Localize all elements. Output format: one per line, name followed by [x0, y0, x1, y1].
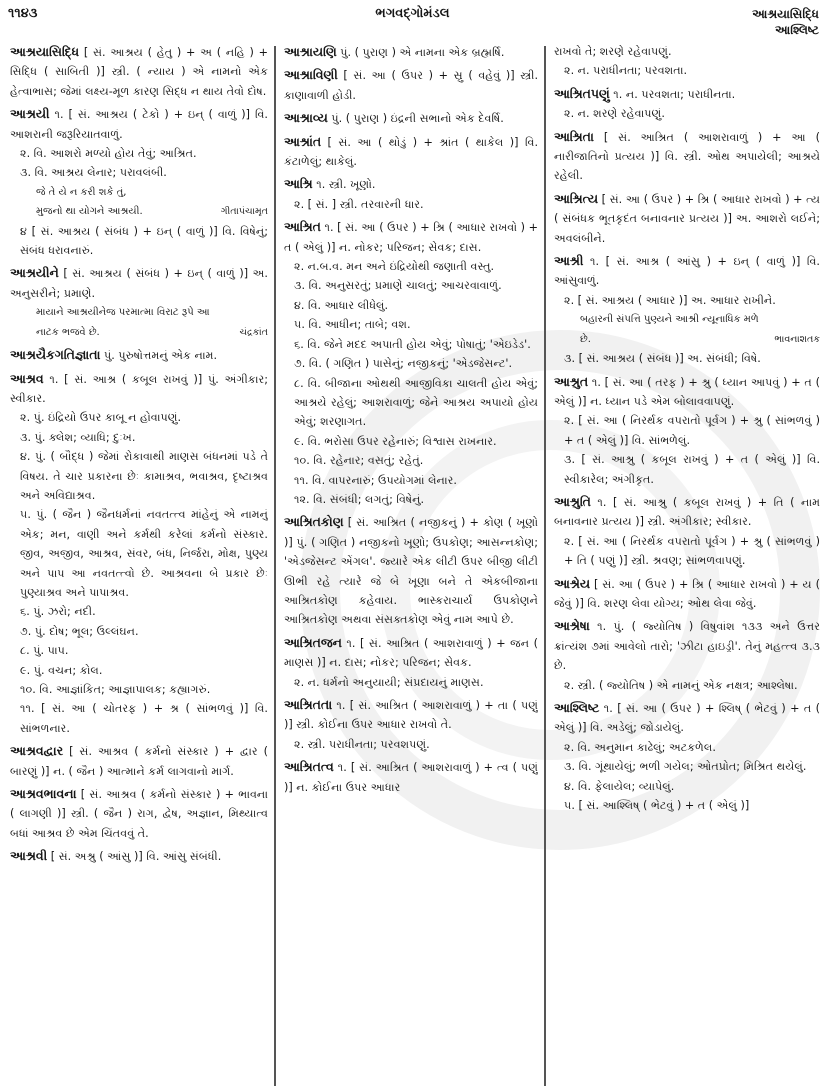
dictionary-entry: [284, 757, 538, 797]
quotation-text: માયાને આશ્રયીનેજ પરમાત્મા વિરાટ રૂપે આ: [36, 307, 210, 319]
dictionary-entry: [284, 695, 538, 754]
dictionary-entry: [10, 345, 268, 365]
definition-text: ૧. [ સં. આશ્ર ( આંસુ ) + ઇન્ ( વાળું )] વિ. આંસુવાળું.: [554, 255, 820, 288]
definition-text: [ સં. અશ્રુ ( આંસુ )] વિ. આંસુ સંબંધી.: [50, 850, 222, 864]
headword: આશ્રયૈકગતિજ્ઞાતા: [10, 347, 101, 363]
sense-text: ૮. પું. પાપ.: [20, 644, 69, 658]
sense-text: ૧૧. વિ. વાપરનારું; ઉપયોગમાં લેનાર.: [294, 473, 457, 487]
definition-text: ૧. [ સં. આ ( તરફ ) + શ્રુ ( ધ્યાન આપવું ) + ત ( એલું )] ન. ધ્યાન પડે એમ બોલાવવાપણું.: [554, 375, 820, 408]
sense-text: ૩. વિ. ગૂંથાયેલું; ભળી ગયેલ; ઓતપ્રોત; મિશ્રિત થયેલું.: [564, 760, 807, 774]
sense-text: ૨. સ્ત્રી. પરાધીનતા; પરવશપણું.: [294, 737, 430, 751]
dictionary-entry: [284, 174, 538, 214]
sense-text: ૯. વિ. ભરોસા ઉપર રહેનારું; વિશ્વાસ રાખનાર.: [294, 434, 497, 448]
definition-text: ૧. ન. પરવશતા; પરાધીનતા.: [613, 87, 736, 101]
definition-text: [ સં. આશ્રય ( સંબંધ ) + ઇન્ ( વાળું )] અ. અનુસરીને; પ્રમાણે.: [10, 267, 268, 300]
dictionary-entry: [554, 574, 820, 614]
headword: આશ્રેષા: [554, 618, 590, 634]
sense-text: ૨. [ સં. આશ્રય ( આધાર )] અ. આધાર રાખીને.: [564, 293, 776, 307]
sense-text: ૨. વિ. અનુમાન કાઢેલું; અટકળેલ.: [564, 740, 716, 754]
sense-text: ૫. પું. ( જૈન ) જૈનધર્મનાં નવતત્ત્વ માંહેનું એ નામનું એક; મન, વાણી અને કર્મથી કરેલાં કર્મનો સંસ્કાર. જીવ, અજીવ, આશ્રવ, સંવર, બંધ, નિર્જરા, મોક્ષ, પુણ્ય અને પાપ આ નવતત્ત્વો છે. આશ્રવના બે પ્રકાર છેઃ પુણ્યાશ્રવ અને પાપાશ્રવ.: [20, 508, 268, 599]
guide-word-last: આશ્લિષ્ટ: [775, 23, 819, 37]
headword: આશ્રુત: [554, 373, 589, 389]
definition-text: ૧. પું. ( જ્યોતિષ ) વિષુવાંશ ૧૩૩ અને ઉત્તર ક્રાંત્યંશ ૭માં આવેલો તારો; 'ઝીટા હાઇડ્રી'. તેનું મહત્ત્વ ૩.૩ છે.: [554, 620, 820, 673]
column-divider: [544, 46, 546, 1086]
definition-text: ૧. [ સં. આશ્રિત ( આશરાવાળું ) + ત્વ ( પણું )] ન. કોઈના ઉપર આધાર: [284, 761, 538, 794]
headword: આશ્રિતપણું: [554, 85, 610, 101]
headword: આશ્રવભાવના: [10, 786, 77, 802]
definition-text: [ સં. આશ્રિત ( નજીકનું ) + કોણ ( ખૂણો )] પું. ( ગણિત ) નજીકનો ખૂણો; ઉપકોણ; આસન્નકોણ; 'એડજેસન્ટ એંગલ'. જ્યારે એક લીટી ઉપર બીજી લીટી ઊભી રહે ત્યારે જે બે ખૂણા બને તે એકબીજાના આશ્રિતકોણ કહેવાય. ભાસ્કરાચાર્ય ઉપકોણને આશ્રિતકોણ અથવા સંસક્તકોણ એવું નામ આપે છે.: [284, 516, 538, 627]
headword: આશ્રિતતા: [284, 697, 333, 712]
dictionary-entry: [284, 108, 538, 128]
headword: આશ્રવ: [10, 370, 44, 386]
definition-text: [ સં. આ ( ઉપર ) + શ્રિ ( આધાર રાખવો ) + ત્ય ( સંબંધક ભૂતકૃદંત બનાવનાર પ્રત્યય )] અ. આશરો લઈને; અવલંબીને.: [554, 192, 820, 245]
dictionary-entry: [284, 633, 538, 692]
headword: આશ્રિતત્વ: [284, 759, 334, 775]
sense-text: ૫. [ સં. આશ્લિષ્ ( ભેટવું ) + ત ( એલું )]: [564, 799, 750, 813]
dictionary-entry: [284, 42, 538, 62]
sense-text: ૨. પું. ઇંદ્રિયો ઉપર કાબૂ ન હોવાપણું.: [20, 411, 182, 425]
sense-text: ૨. ન. શરણે રહેવાપણું.: [564, 107, 665, 121]
dictionary-entry: [10, 369, 268, 739]
sense-text: ૮. વિ. બીજાના ઓથથી આજીવિકા ચાલતી હોય એવું; આશ્રયે રહેલું; આશરાવાળું; જેને આશ્રય અપાયો હોય એવું; શરણાગત.: [294, 376, 538, 429]
dictionary-entry: [284, 65, 538, 105]
definition-text: પું. ( પુરાણ ) ઇંદ્રની સભાનો એક દેવર્ષિ.: [331, 112, 504, 126]
dictionary-entry: [554, 698, 820, 815]
dictionary-entry: [554, 42, 820, 81]
book-title: ભગવદ્ગોમંડલ: [375, 6, 450, 21]
headword: આશ્રાંત: [284, 133, 322, 149]
quotation-text: મુજનો થા યોગને આશ્રયી.: [36, 206, 143, 218]
sense-text: ૨. વિ. આશરો મળ્યો હોય તેવું; આશ્રિત.: [20, 147, 197, 161]
quotation-source: ગીતાપંચામૃત: [220, 206, 268, 218]
headword: આશ્રિત: [284, 219, 321, 235]
definition-text: [ સં. આશ્રિત ( આશરાવાળું ) + આ ( નારીજાતિનો પ્રત્યય )] વિ. સ્ત્રી. ઓથ અપાયેલી; આશ્રયે રહેલી.: [554, 130, 820, 183]
dictionary-entry: [554, 372, 820, 489]
dictionary-entry: [554, 189, 820, 248]
quotation-line: [554, 310, 820, 329]
headword: આશ્રિતજન: [284, 634, 342, 650]
quotation-line: [10, 183, 268, 202]
dictionary-columns: [0, 42, 825, 1088]
sense-text: ૯. પું. વચન; કોલ.: [20, 663, 103, 677]
definition-text: ૧. [ સં. આશ્રય ( ટેકો ) + ઇન્ ( વાળું )] વિ. આશરાની જરૂરિયાતવાળું.: [10, 108, 268, 141]
definition-text: [ સં. આશ્રય ( હેતુ ) + અ ( નહિ ) + સિદ્ધિ ( સાબિતી )] સ્ત્રી. ( ન્યાય ) એ નામનો એક હેત્વાભાસ; જેમાં લક્ષ્ય-મૂળ કારણ સિદ્ધ ન થાય તેવો દોષ.: [10, 46, 268, 98]
sense-text: ૨. ન.બ.વ. મન અને ઇંદ્રિયોથી જણાતી વસ્તુ.: [294, 260, 495, 274]
dictionary-entry: [10, 42, 268, 101]
sense-text: ૪. વિ. ફેલાયેલ; વ્યાપેલું.: [564, 779, 675, 793]
definition-text: ૧. સ્ત્રી. ખૂણો.: [316, 178, 376, 192]
guide-word-first: આશ્રયાસિદ્ધિ: [752, 7, 819, 21]
definition-text: ૧. [ સં. આશ્રિત ( આશરાવાળું ) + તા ( પણું )] સ્ત્રી. કોઈના ઉપર આધાર રાખવો તે.: [284, 699, 538, 732]
headword: આશ્રિતકોણ: [284, 514, 344, 530]
definition-text: પું. ( પુરાણ ) એ નામના એક બ્રહ્મર્ષિ.: [340, 46, 505, 59]
dictionary-entry: [554, 616, 820, 695]
dictionary-entry: [554, 127, 820, 186]
headword: આશ્રિતા: [554, 128, 594, 144]
sense-text: ૪. પું. ( બૌદ્ધ ) જેમાં રોકાવાથી માણસ બંધનમાં પડે તે વિષય. તે ચાર પ્રકારના છેઃ કામાશ્રવ, ભવાશ્રવ, દૃષ્ટાશ્રવ અને અવિદ્યાશ્રવ.: [20, 450, 268, 502]
headword: આશ્રિ: [284, 176, 313, 192]
headword: આશ્રવદ્વાર: [10, 743, 64, 759]
headword: આશ્રાવિણી: [284, 67, 338, 83]
sense-text: ૩. [ સં. આશ્રુ ( કબૂલ રાખવું ) + ત ( એલું )] વિ. સ્વીકારેલ; અંગીકૃત.: [564, 453, 820, 486]
sense-text: ૨. [ સં. આ ( નિરર્થક વપરાતો પૂર્વગ ) + શ્રુ ( સાંભળવું ) + ત ( એલું )] વિ. સાંભળેલું.: [564, 414, 820, 447]
sense-text: ૭. વિ. ( ગણિત ) પાસેનું; નજીકનું; 'એડજેસન્ટ'.: [294, 357, 513, 371]
definition-text: ૧. [ સં. આ ( ઉપર ) + શ્રિ ( આધાર રાખવો ) + ત ( એલું )] ન. નોકર; પરિજન; સેવક; દાસ.: [284, 221, 538, 254]
dictionary-entry: [10, 263, 268, 342]
column-1: [10, 42, 268, 1088]
dictionary-entry: [10, 846, 268, 866]
headword: આશ્રુતિ: [554, 493, 591, 509]
definition-text: ૧. [ સં. આશ્ર ( કબૂલ રાખવું )] પું. અંગીકાર; સ્વીકાર.: [10, 372, 268, 405]
definition-text: પું. પુરુષોત્તમનું એક નામ.: [104, 349, 218, 363]
quotation-text: બહારની સંપત્તિ પુણ્યને આશ્રી ન્યૂનાધિક મળે: [580, 314, 759, 326]
dictionary-entry: [10, 741, 268, 781]
quotation-line: [10, 303, 268, 322]
headword: આશ્રિત્ય: [554, 190, 598, 206]
definition-text: [ સં. આ ( થોડું ) + શ્રાંત ( થાકેલ )] વિ. કંટાળેલું; થાકેલું.: [284, 135, 538, 169]
quotation-line: [10, 202, 268, 221]
column-divider: [274, 46, 276, 1086]
page-header: [0, 2, 825, 42]
definition-text: [ સં. આ ( ઉપર ) + શ્રિ ( આધાર રાખવો ) + ય ( જેવું )] વિ. શરણ લેવા યોગ્ય; ઓથ લેવા જેવું.: [554, 577, 820, 610]
definition-text: [ સં. આશ્રવ ( કર્મનો સંસ્કાર ) + ભાવના ( લાગણી )] સ્ત્રી. ( જૈન ) રાગ, દ્વેષ, અજ્ઞાન, મિથ્યાત્વ બધાં આશ્રવ છે એમ ચિંતવવું તે.: [10, 788, 268, 840]
sense-text: ૭. પું. દોષ; ભૂલ; ઉલ્લંઘન.: [20, 624, 139, 638]
dictionary-entry: [284, 132, 538, 172]
definition-text: ૧. [ સં. આ ( ઉપર ) + શ્લિષ્ ( ભેટવું ) + ત ( એલું )] વિ. અડેલું; જોડાયેલું.: [554, 702, 820, 735]
definition-text: [ સં. આશ્રવ ( કર્મનો સંસ્કાર ) + દ્વાર ( બારણું )] ન. ( જૈન ) આત્માને કર્મ લાગવાનો માર્ગ.: [10, 745, 268, 778]
headword: આશ્રયી: [10, 106, 50, 122]
definition-text: [ સં. આ ( ઉપર ) + સ્રુ ( વહેવું )] સ્ત્રી. કાણાવાળી હોડી.: [284, 69, 538, 102]
definition-text: રાખવો તે; શરણે રહેવાપણું.: [554, 45, 672, 58]
headword: આશ્રાવ્ય: [284, 110, 328, 126]
definition-text: ૧. [ સં. આશ્રિત ( આશરાવાળું ) + જન ( માણસ )] ન. દાસ; નોકર; પરિજન; સેવક.: [284, 636, 538, 670]
guide-words: [752, 6, 819, 38]
sense-text: ૨. [ સં. ] સ્ત્રી. તરવારની ધાર.: [294, 197, 424, 211]
headword: આશ્લિષ્ટ: [554, 700, 600, 715]
column-3: [554, 42, 820, 1088]
sense-text: ૧૦. વિ. આજ્ઞાંકિત; આજ્ઞાપાલક; કહ્યાગરું.: [20, 683, 211, 696]
quotation-source: ચંદ્રકાંત: [239, 326, 268, 338]
dictionary-entry: [554, 251, 820, 368]
sense-text: ૩. [ સં. આશ્રય ( સંબંધ )] અ. સંબંધી; વિષે.: [564, 352, 761, 366]
dictionary-entry: [284, 512, 538, 629]
sense-text: ૨. સ્ત્રી. ( જ્યોતિષ ) એ નામનું એક નક્ષત્ર; આશ્લેષા.: [564, 678, 798, 692]
quotation-text: નાટક ભજવે છે.: [36, 326, 100, 338]
dictionary-entry: [10, 784, 268, 843]
sense-text: ૧૦. વિ. રહેનાર; વસતું; રહેતું.: [294, 454, 424, 468]
headword: આશ્રયાસિદ્ધિ: [10, 44, 80, 59]
headword: આશ્રયીને: [10, 265, 59, 281]
sense-text: ૪. વિ. આધાર લીધેલું.: [294, 298, 389, 312]
quotation-text: જે તે યે ન કરી શકે તું,: [36, 186, 127, 198]
column-2: [284, 42, 538, 1088]
sense-text: ૩. વિ. અનુસરતું; પ્રમાણે ચાલતું; આચરવાવાળું.: [294, 279, 502, 293]
quotation-line: [554, 330, 820, 349]
sense-text: ૫. વિ. આધીન; તાબે; વશ.: [294, 318, 411, 332]
headword: આશ્રાયણિ: [284, 44, 337, 59]
sense-text: ૨. ન. ધર્મનો અનુયાયી; સંપ્રદાયનું માણસ.: [294, 675, 484, 689]
quotation-source: ભાવનાશતક: [774, 333, 820, 345]
sense-text: ૩. પું. ક્લેશ; વ્યાધિ; દુઃખ.: [20, 430, 136, 444]
dictionary-entry: [554, 492, 820, 571]
sense-text: ૨. ન. પરાધીનતા; પરવશતા.: [564, 64, 687, 78]
dictionary-entry: [10, 104, 268, 260]
sense-text: ૬. પું. ઝરો; નદી.: [20, 605, 96, 619]
sense-text: ૪ [ સં. આશ્રય ( સંબંધ ) + ઇન્ ( વાળું )] વિ. વિષેનું; સંબંધ ધરાવનારું.: [20, 224, 268, 258]
headword: આશ્રવી: [10, 848, 48, 864]
quotation-line: [10, 323, 268, 342]
headword: આશ્રેય: [554, 575, 591, 591]
page-number: ૧૧૪૩: [8, 6, 38, 21]
sense-text: ૧૧. [ સં. આ ( ચોતરફ ) + શ્ર ( સાંભળવું )] વિ. સાંભળનાર.: [20, 702, 268, 735]
dictionary-entry: [284, 217, 538, 509]
quotation-text: છે.: [580, 333, 591, 345]
sense-text: ૬. વિ. જેને મદદ અપાતી હોય એવું; પોષાતું; 'એઇડેડ'.: [294, 337, 531, 351]
sense-text: ૨. [ સં. આ ( નિરર્થક વપરાતો પૂર્વગ ) + શ્રુ ( સાંભળવું ) + તિ ( પણું )] સ્ત્રી. શ્રવણ; સાંભળવાપણું.: [564, 534, 820, 568]
definition-text: ૧. [ સં. આશ્રુ ( કબૂલ રાખવું ) + તિ ( નામ બનાવનાર પ્રત્યય )] સ્ત્રી. અંગીકાર; સ્વીકાર.: [554, 495, 820, 529]
dictionary-entry: [554, 84, 820, 124]
headword: આશ્રી: [554, 253, 584, 269]
sense-text: ૩. વિ. આશ્રય લેનાર; પરાવલંબી.: [20, 166, 167, 180]
sense-text: ૧૨. વિ. સંબંધી; લગતું; વિષેનું.: [294, 492, 425, 506]
